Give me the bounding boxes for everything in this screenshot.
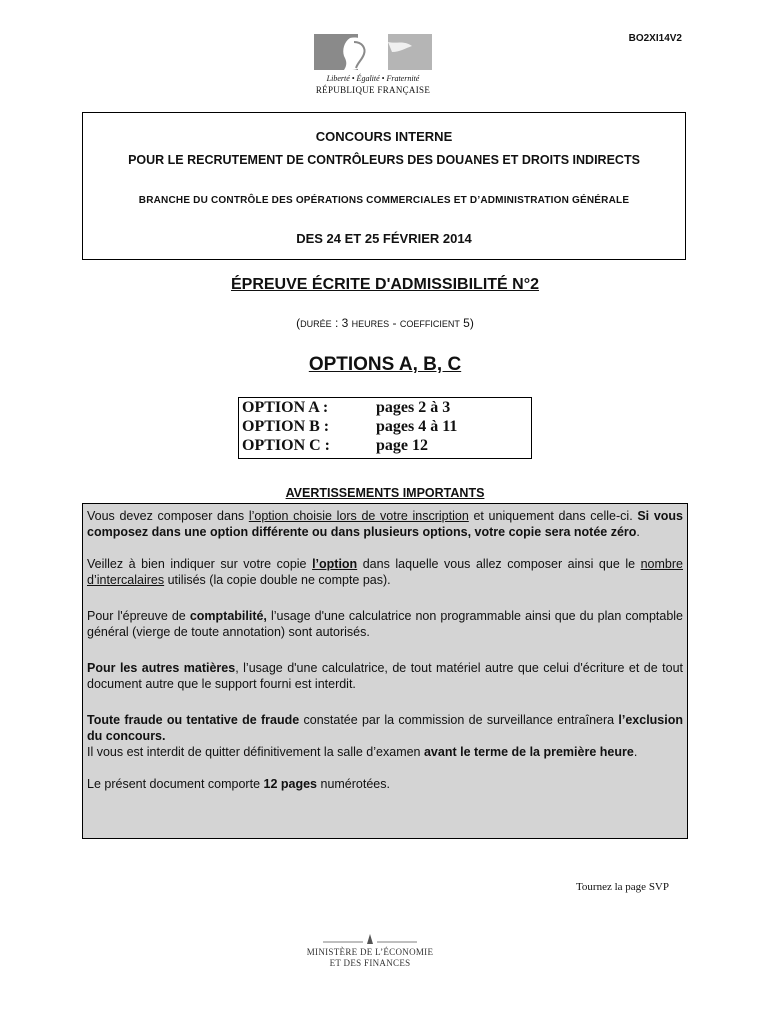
text: Le présent document comporte <box>87 777 264 791</box>
options-table <box>238 397 532 459</box>
text: numérotées. <box>317 777 390 791</box>
text: utilisés (la copie double ne compte pas). <box>164 573 391 587</box>
coefficient-value: 5) <box>459 316 474 330</box>
warning-paragraph-autres-matieres <box>87 660 683 692</box>
heures-label: HEURES <box>351 319 390 329</box>
bold-text: 12 pages <box>263 777 318 791</box>
text: Vous devez composer dans <box>87 509 249 523</box>
option-pages: pages 2 à 3 <box>376 399 451 416</box>
warning-paragraph-sortie <box>87 744 683 760</box>
duree-value: : 3 <box>331 316 352 330</box>
coefficient-label: COEFFICIENT <box>399 319 460 329</box>
option-row <box>242 437 428 455</box>
option-row <box>242 399 450 417</box>
bold-text: Toute fraude ou tentative de fraude <box>87 713 300 727</box>
tournez-la-page: Tournez la page SVP <box>575 881 669 893</box>
text: Pour l'épreuve de <box>87 609 190 623</box>
logo-country: RÉPUBLIQUE FRANÇAISE <box>315 85 431 95</box>
header-line-dates: DES 24 ET 25 FÉVRIER 2014 <box>296 231 472 246</box>
warning-paragraph-comptabilite <box>87 608 683 640</box>
duree-open: ( <box>296 316 301 330</box>
option-row <box>242 418 457 436</box>
bold-underlined-text: l’option <box>312 557 358 571</box>
bold-text: Pour les autres matières <box>87 661 236 675</box>
text: . <box>633 745 638 759</box>
bold-text: avant le terme de la première heure <box>423 745 634 759</box>
avertissements-title: AVERTISSEMENTS IMPORTANTS <box>285 486 485 500</box>
header-line-branche: BRANCHE DU CONTRÔLE DES OPÉRATIONS COMMERCIALES ET D’ADMINISTRATION GÉNÉRALE <box>138 195 630 206</box>
bold-text: l’exclusion du concours. <box>87 713 683 743</box>
ministere-line2: ET DES FINANCES <box>329 958 411 968</box>
underlined-text: l’option choisie lors de votre inscription <box>248 509 469 523</box>
header-line-concours: CONCOURS INTERNE <box>315 129 453 144</box>
epreuve-title: ÉPREUVE ÉCRITE D'ADMISSIBILITÉ N°2 <box>230 276 540 293</box>
document-code: BO2XI14V2 <box>628 33 682 44</box>
ministere-line1: MINISTÈRE DE L’ÉCONOMIE <box>306 947 434 957</box>
exam-header-box <box>82 112 686 260</box>
text: l’usage d'une calculatrice non programmable ainsi que du plan comptable général (vierge de toute annotation) sont autorisés. <box>87 609 684 639</box>
republique-francaise-logo <box>312 34 434 95</box>
warnings-box <box>82 503 688 839</box>
text: constatée par la commission de surveillance entraînera <box>299 713 619 727</box>
text: Il vous est interdit de quitter définitivement la salle d’examen <box>87 745 424 759</box>
warning-paragraph-pages <box>87 776 683 792</box>
bold-text: Si vous composez dans une option différente ou dans plusieurs options, votre copie sera notée zéro <box>87 509 683 539</box>
text: Veillez à bien indiquer sur votre copie <box>87 557 313 571</box>
warning-paragraph-option <box>87 508 683 540</box>
warning-paragraph-fraude <box>87 712 683 744</box>
bold-text: comptabilité, <box>189 609 267 623</box>
underlined-text: nombre d’intercalaires <box>87 557 683 587</box>
marianne-emblem-icon <box>314 34 432 70</box>
duree-line <box>0 316 770 330</box>
warning-paragraph-copie <box>87 556 683 588</box>
options-title: OPTIONS A, B, C <box>308 354 462 375</box>
option-name: OPTION C : <box>242 437 330 454</box>
option-pages: pages 4 à 11 <box>376 418 458 435</box>
ministere-logo <box>270 932 470 969</box>
text: dans laquelle vous allez composer ainsi que le <box>357 557 641 571</box>
duree-sep: - <box>389 316 400 330</box>
text: . <box>636 525 640 539</box>
ministere-emblem-icon <box>315 932 425 946</box>
logo-motto: Liberté • Égalité • Fraternité <box>326 74 420 83</box>
duree-label: DURÉE <box>300 319 332 329</box>
text: et uniquement dans celle-ci. <box>468 509 638 523</box>
option-name: OPTION B : <box>242 418 330 435</box>
header-line-recrutement: POUR LE RECRUTEMENT DE CONTRÔLEURS DES DOUANES ET DROITS INDIRECTS <box>128 153 640 167</box>
option-name: OPTION A : <box>242 399 329 416</box>
option-pages: page 12 <box>376 437 428 454</box>
text: , l’usage d'une calculatrice, de tout matériel autre que celui d'écriture et de tout document autre que le support fourni est interdit. <box>87 661 684 691</box>
